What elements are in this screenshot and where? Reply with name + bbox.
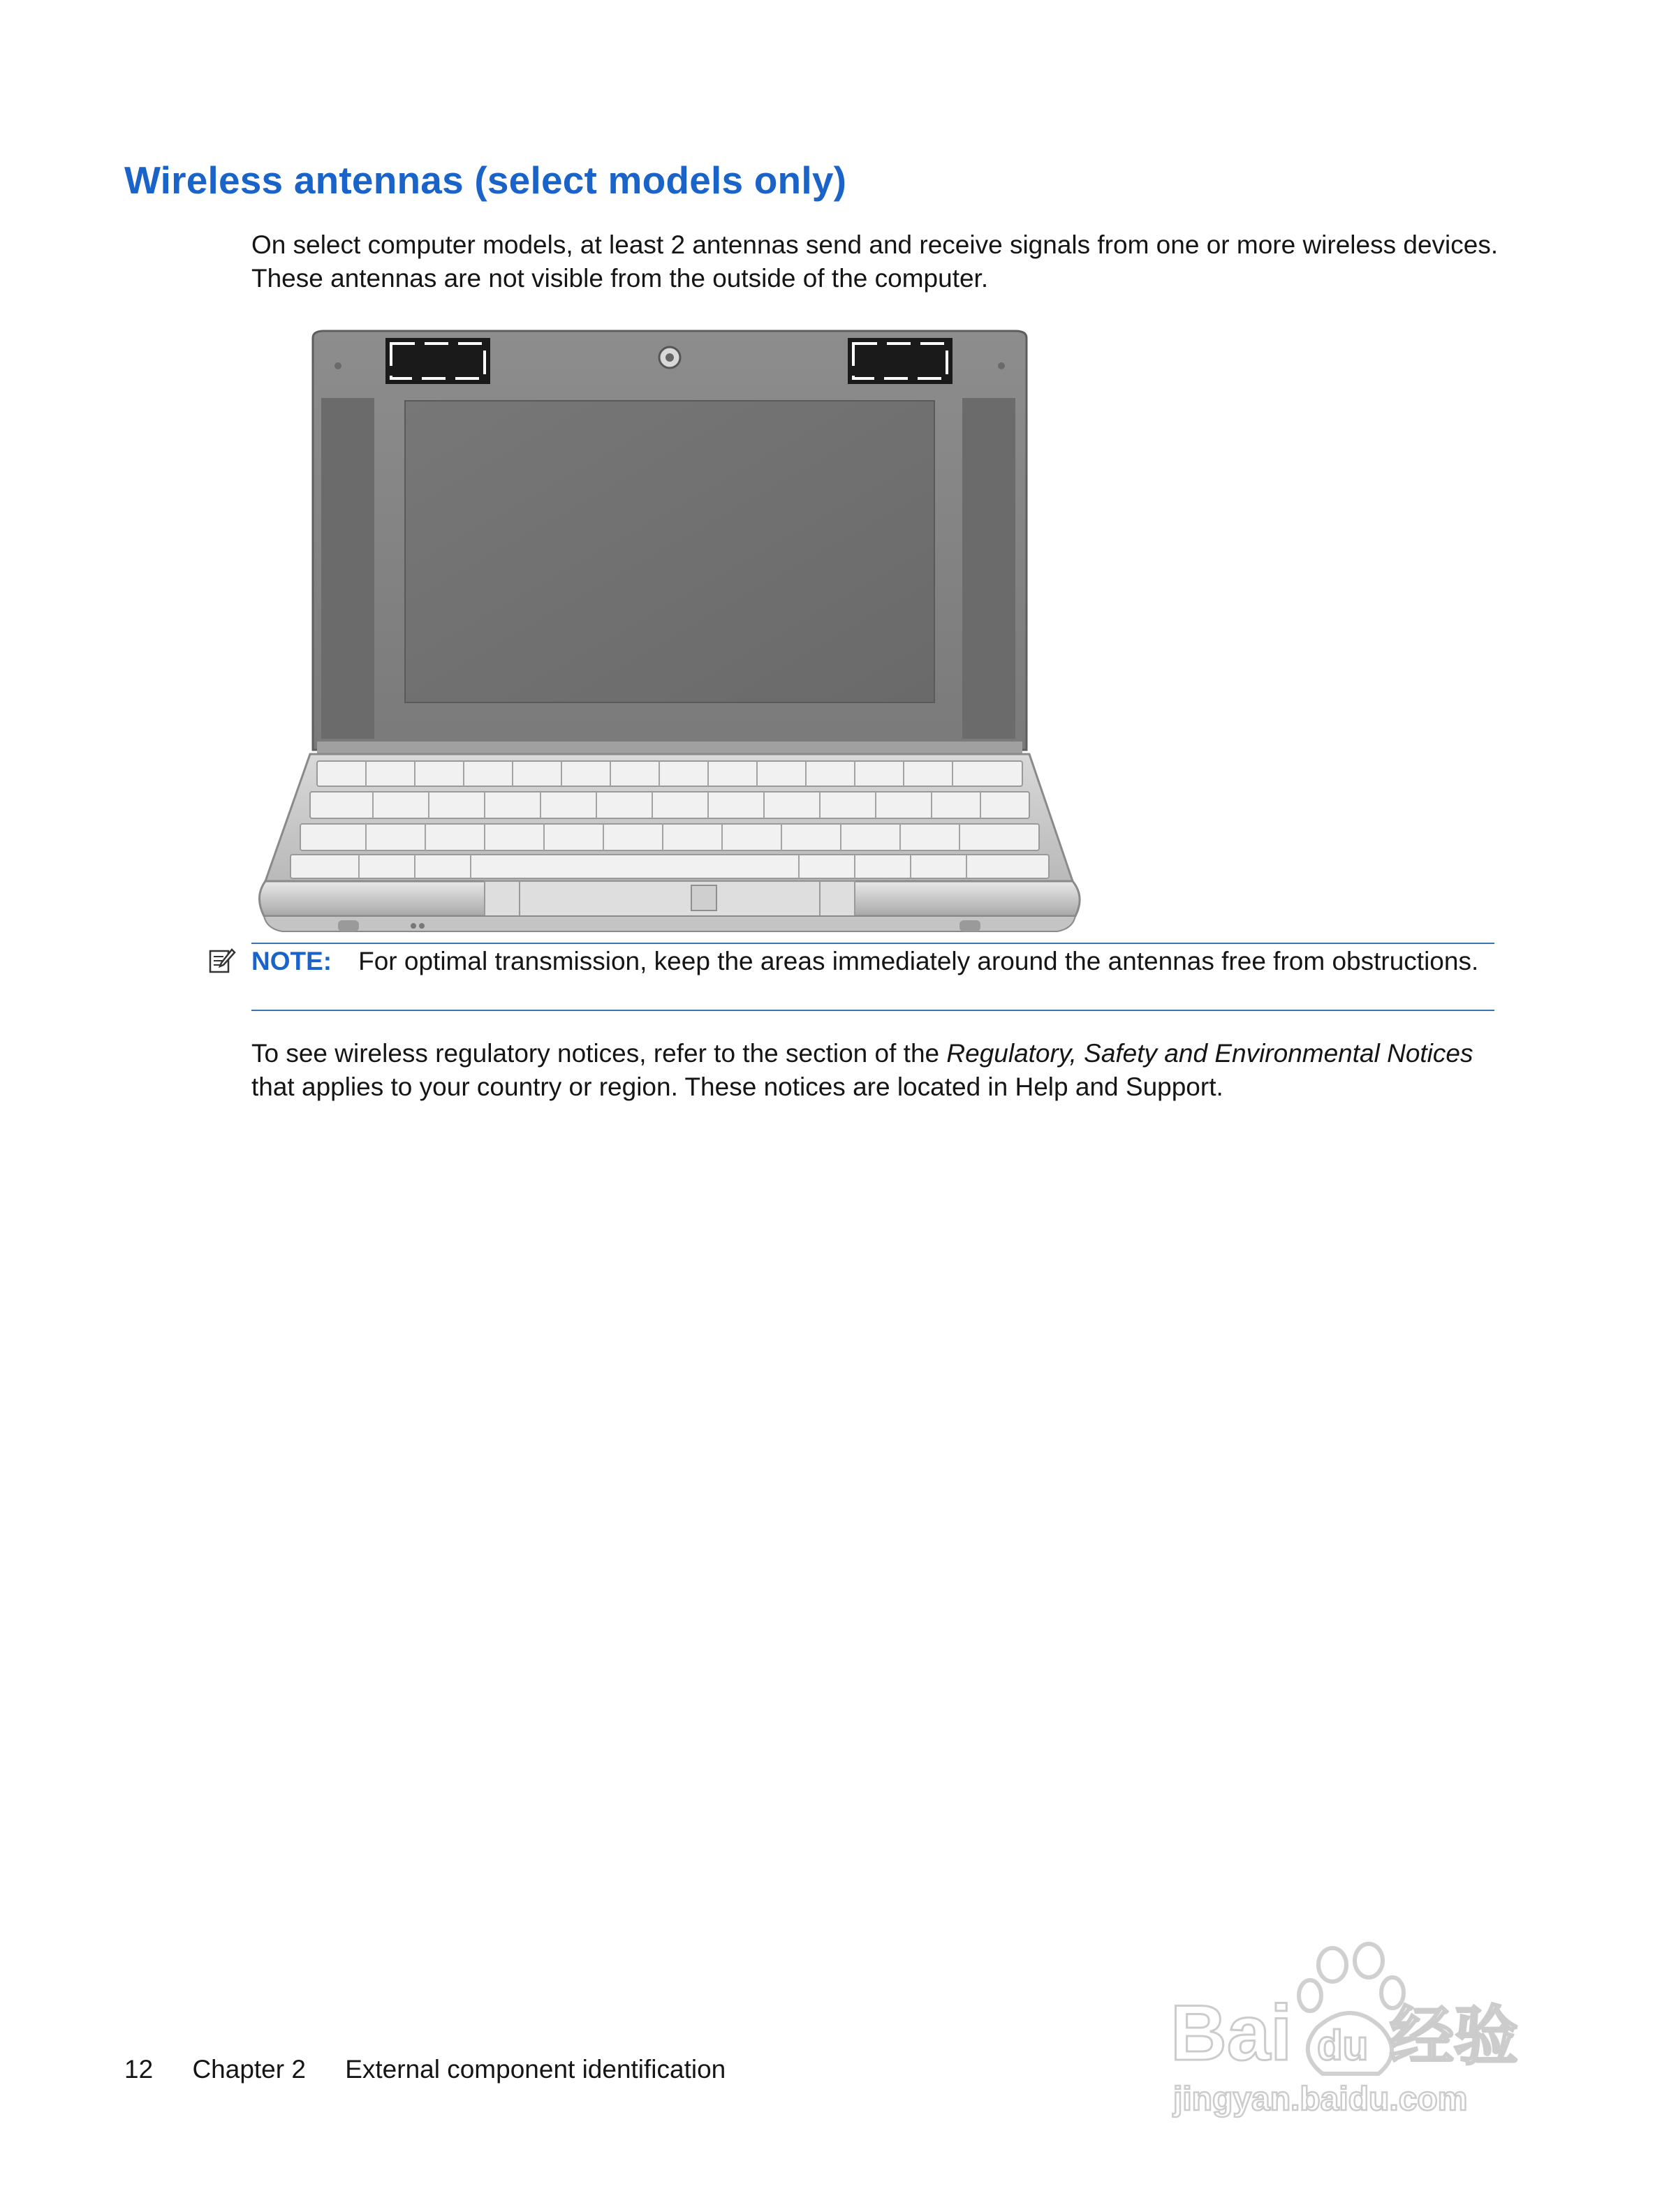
baidu-watermark-logo bbox=[1159, 1941, 1550, 2123]
page-number: 12 bbox=[124, 2055, 154, 2084]
svg-text:du: du bbox=[1317, 2022, 1369, 2069]
footer-chapter: Chapter 2 bbox=[192, 2055, 306, 2084]
note-top-rule bbox=[251, 943, 1494, 944]
regulatory-doc-title: Regulatory, Safety and Environmental Notices bbox=[946, 1039, 1473, 1068]
page-footer bbox=[124, 2055, 726, 2084]
svg-text:经验: 经验 bbox=[1390, 2001, 1519, 2072]
regulatory-text-after: that applies to your country or region. These notices are located in Help and Support. bbox=[251, 1072, 1223, 1101]
note-bottom-rule bbox=[251, 1010, 1494, 1011]
regulatory-text-before: To see wireless regulatory notices, refer to the section of the bbox=[251, 1039, 947, 1068]
laptop-antennas-figure bbox=[254, 323, 1085, 937]
note-block bbox=[251, 945, 1480, 978]
note-label: NOTE: bbox=[251, 947, 332, 975]
footer-chapter-title: External component identification bbox=[345, 2055, 726, 2084]
note-text: For optimal transmission, keep the areas immediately around the antennas free from obstructions. bbox=[358, 947, 1479, 975]
svg-text:Bai: Bai bbox=[1170, 1989, 1293, 2077]
note-pencil-icon bbox=[208, 947, 236, 975]
watermark-url: jingyan.baidu.com bbox=[1173, 2081, 1468, 2118]
regulatory-paragraph bbox=[251, 1037, 1501, 1104]
section-title: Wireless antennas (select models only) bbox=[124, 158, 847, 202]
intro-paragraph: On select computer models, at least 2 antennas send and receive signals from one or more wireless devices. These antennas are not visible from the outside of the computer. bbox=[251, 230, 1499, 293]
